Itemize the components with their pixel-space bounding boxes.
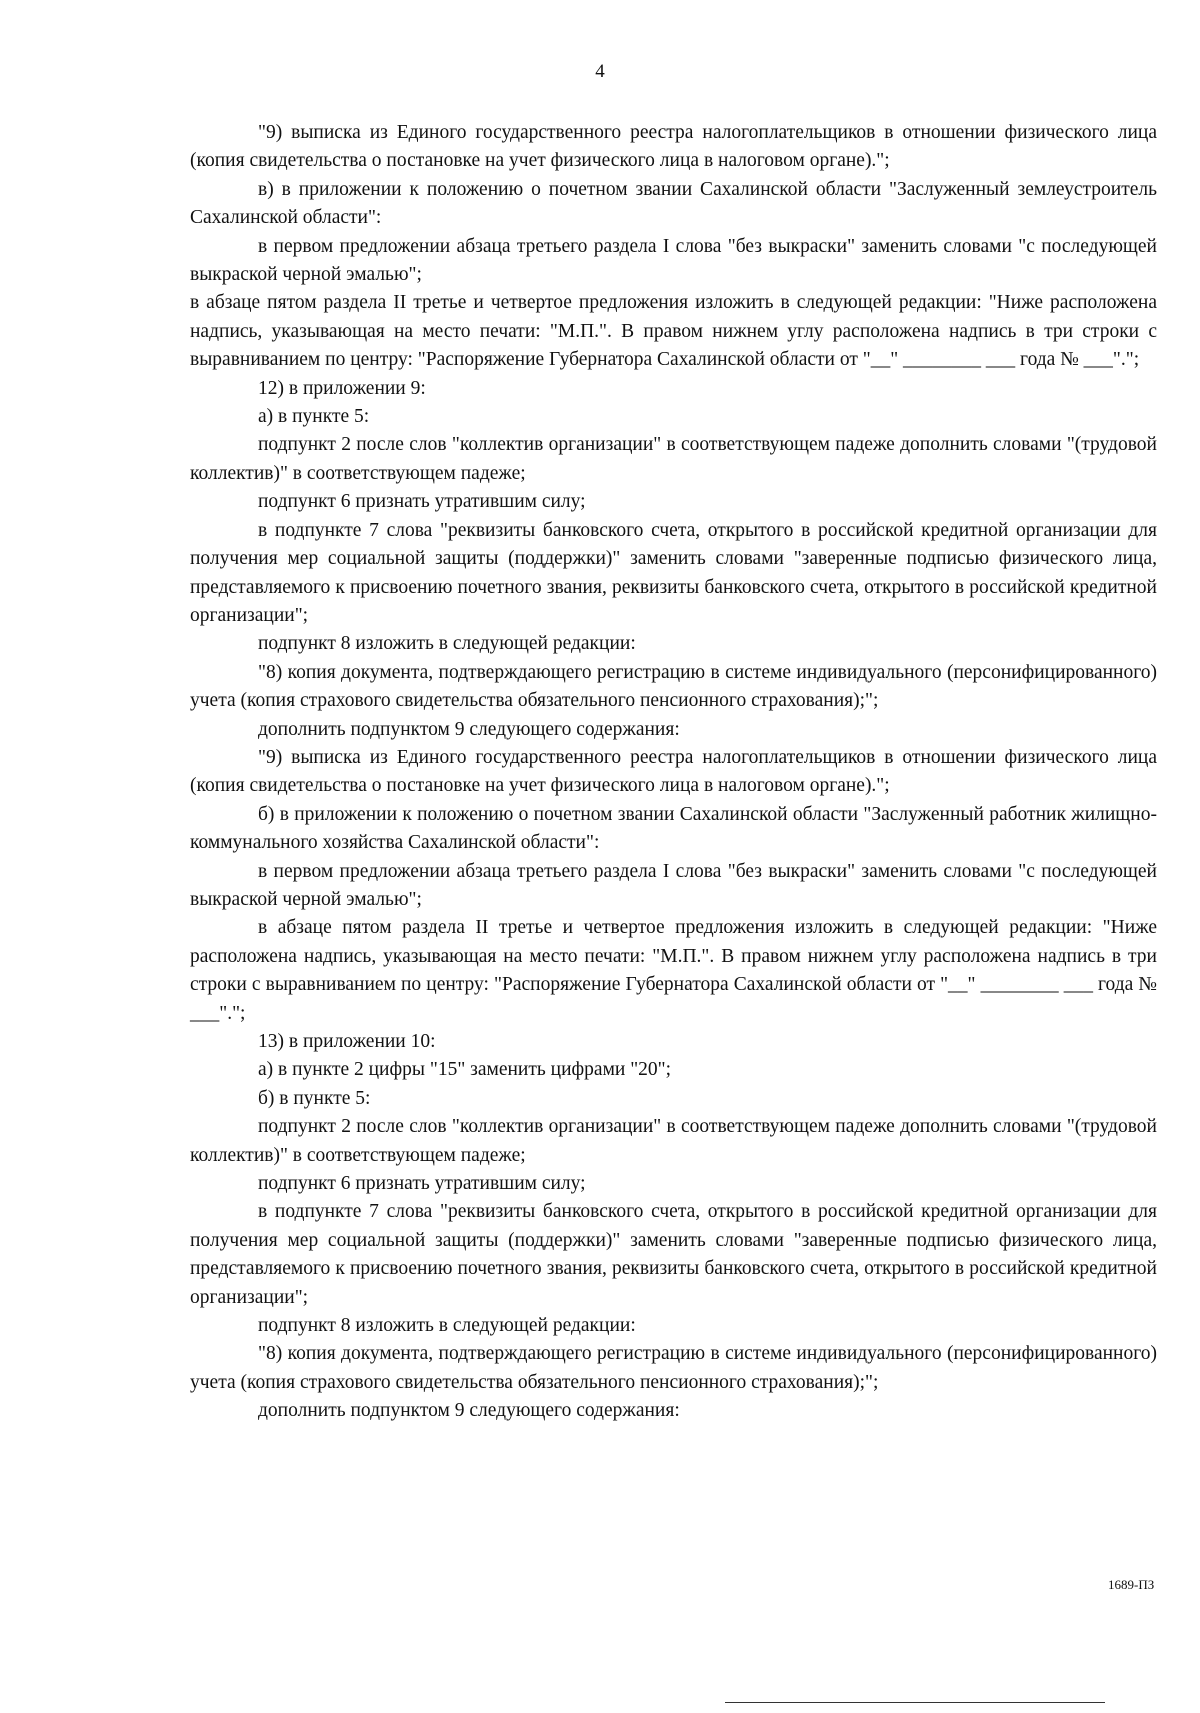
document-code: 1689-ПЗ xyxy=(1108,1577,1155,1592)
paragraph: в первом предложении абзаца третьего раздела I слова "без выкраски" заменить словами "с последующей выкраской черной эмалью"; xyxy=(190,860,1157,910)
paragraph: в абзаце пятом раздела II третье и четвертое предложения изложить в следующей редакции: "Ниже расположена надпись, указывающая на место печати: "М.П.". В правом нижнем углу расположена надпись в три строки с выравниванием по центру: "Распоряжение Губернатора Сахалинской области от "__" ________ ___ года № ___"."; xyxy=(190,917,1157,1024)
paragraph: дополнить подпунктом 9 следующего содержания: xyxy=(258,718,680,740)
paragraph: 12) в приложении 9: xyxy=(258,377,426,399)
page-number: 4 xyxy=(595,61,605,82)
paragraph: б) в пункте 5: xyxy=(258,1087,371,1109)
paragraph: 13) в приложении 10: xyxy=(258,1031,436,1052)
paragraph: в подпункте 7 слова "реквизиты банковского счета, открытого в российской кредитной организации для получения мер социальной защиты (поддержки)" заменить словами "заверенные подписью физического лица, представляемого к присвоению почетного звания, реквизиты банковского счета, открытого в российской кредитной организации"; xyxy=(190,519,1157,626)
paragraph: подпункт 8 изложить в следующей редакции: xyxy=(258,1315,636,1337)
paragraph: подпункт 6 признать утратившим силу; xyxy=(258,491,586,513)
paragraph: в) в приложении к положению о почетном звании Сахалинской области "Заслуженный землеустроитель Сахалинской области": xyxy=(190,178,1157,229)
paragraph: "8) копия документа, подтверждающего регистрацию в системе индивидуального (персонифицированного) учета (копия страхового свидетельства обязательного пенсионного страхования);"; xyxy=(190,1343,1157,1393)
paragraph: в абзаце пятом раздела II третье и четвертое предложения изложить в следующей редакции: "Ниже расположена надпись, указывающая на место печати: "М.П.". В правом нижнем углу расположена надпись в три строки с выравниванием по центру: "Распоряжение Губернатора Сахалинской области от "__" ________ ___ года № ___"."; xyxy=(190,292,1157,371)
paragraph: в подпункте 7 слова "реквизиты банковского счета, открытого в российской кредитной организации для получения мер социальной защиты (поддержки)" заменить словами "заверенные подписью физического лица, представляемого к присвоению почетного звания, реквизиты банковского счета, открытого в российской кредитной организации"; xyxy=(190,1201,1157,1308)
paragraph: "9) выписка из Единого государственного реестра налогоплательщиков в отношении физического лица (копия свидетельства о постановке на учет физического лица в налоговом органе)."; xyxy=(190,746,1157,797)
paragraph: подпункт 8 изложить в следующей редакции: xyxy=(258,633,636,655)
paragraph: "9) выписка из Единого государственного реестра налогоплательщиков в отношении физического лица (копия свидетельства о постановке на учет физического лица в налоговом органе)."; xyxy=(190,122,1157,172)
paragraph: в первом предложении абзаца третьего раздела I слова "без выкраски" заменить словами "с последующей выкраской черной эмалью"; xyxy=(190,235,1157,286)
paragraph: "8) копия документа, подтверждающего регистрацию в системе индивидуального (персонифицированного) учета (копия страхового свидетельства обязательного пенсионного страхования);"; xyxy=(190,661,1157,712)
paragraph: а) в пункте 2 цифры "15" заменить цифрами "20"; xyxy=(258,1059,672,1081)
footer-divider xyxy=(725,1702,1105,1703)
paragraph: б) в приложении к положению о почетном звании Сахалинской области "Заслуженный работник жилищно-коммунального хозяйства Сахалинской области": xyxy=(190,803,1157,854)
document-body xyxy=(190,119,1157,1426)
paragraph: подпункт 6 признать утратившим силу; xyxy=(258,1173,586,1195)
paragraph: а) в пункте 5: xyxy=(258,406,370,428)
paragraph: подпункт 2 после слов "коллектив организации" в соответствующем падеже дополнить словами "(трудовой коллектив)" в соответствующем падеже; xyxy=(190,1116,1157,1166)
paragraph: дополнить подпунктом 9 следующего содержания: xyxy=(258,1400,680,1422)
paragraph: подпункт 2 после слов "коллектив организации" в соответствующем падеже дополнить словами "(трудовой коллектив)" в соответствующем падеже; xyxy=(190,434,1157,484)
